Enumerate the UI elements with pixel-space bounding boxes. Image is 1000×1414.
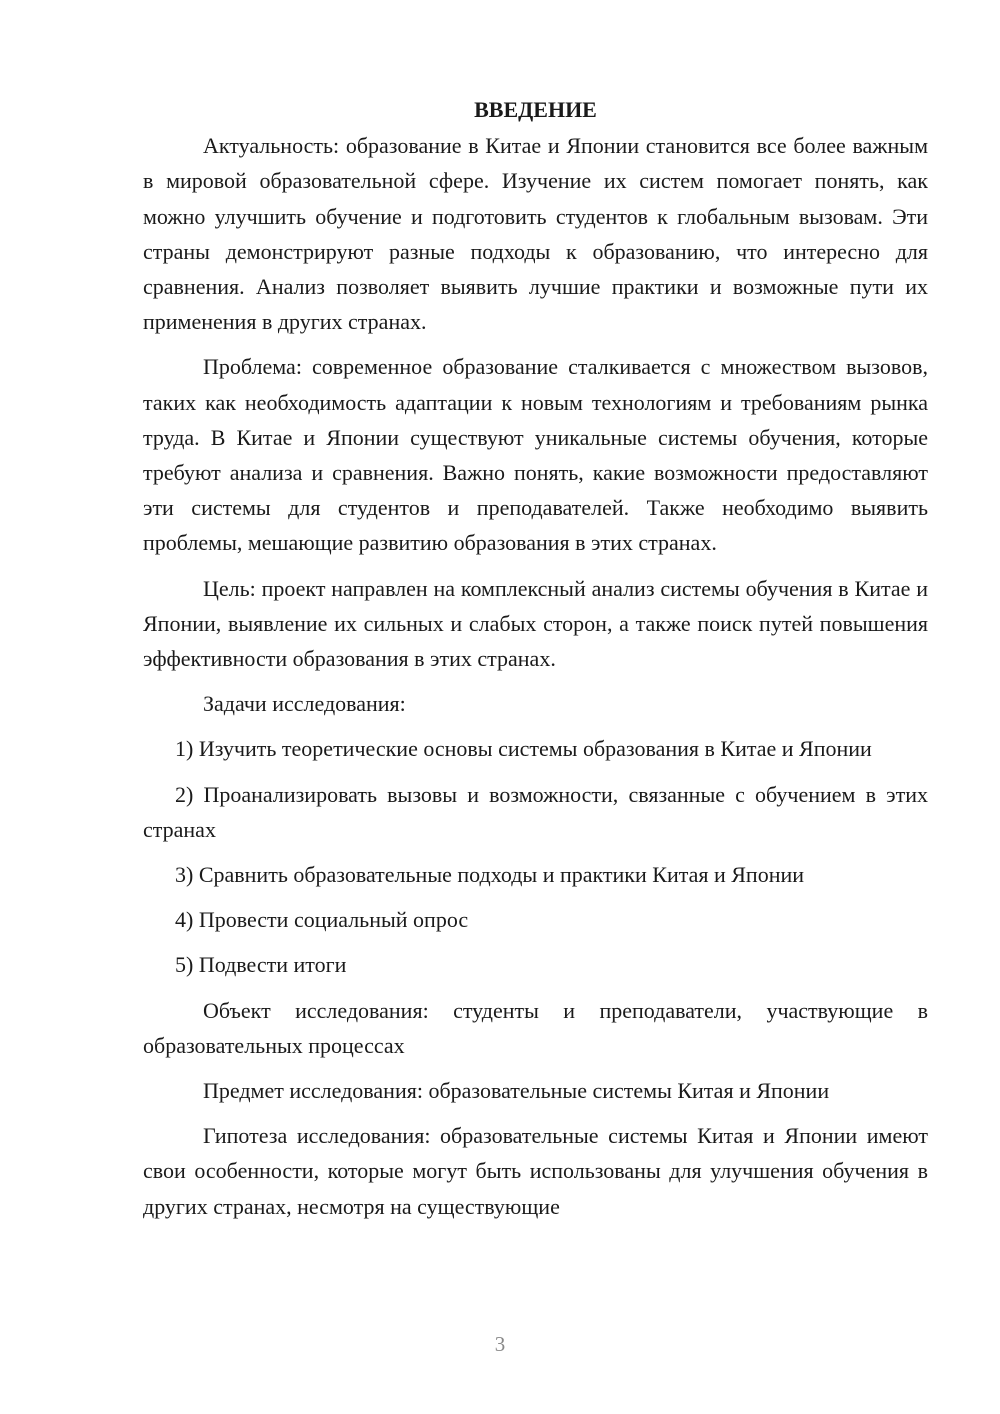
paragraph-relevance: Актуальность: образование в Китае и Японии становится все более важным в мировой образовательной сфере. Изучение их систем помогает понять, как можно улучшить обучение и подготовить студентов к глобальным вызовам. Эти страны демонстрируют разные подходы к образованию, что интересно для сравнения. Анализ позволяет выявить лучшие практики и возможные пути их применения в других странах. [143, 133, 928, 335]
paragraph-hypothesis: Гипотеза исследования: образовательные системы Китая и Японии имеют свои особенности, которые могут быть использованы для улучшения обучения в других странах, несмотря на существующие [143, 1123, 928, 1219]
list-item: 4) Провести социальный опрос [175, 907, 469, 933]
list-item: 1) Изучить теоретические основы системы образования в Китае и Японии [175, 736, 872, 762]
page-number: 3 [494, 1332, 506, 1356]
list-item: 5) Подвести итоги [175, 952, 347, 978]
list-item: 3) Сравнить образовательные подходы и практики Китая и Японии [175, 862, 805, 888]
paragraph-problem: Проблема: современное образование сталкивается с множеством вызовов, таких как необходимость адаптации к новым технологиям и требованиям рынка труда. В Китае и Японии существуют уникальные системы обучения, которые требуют анализа и сравнения. Важно понять, какие возможности предоставляют эти системы для студентов и преподавателей. Также необходимо выявить проблемы, мешающие развитию образования в этих странах. [143, 354, 928, 556]
list-item: 2) Проанализировать вызовы и возможности, связанные с обучением в этих странах [143, 781, 928, 842]
paragraph-object: Объект исследования: студенты и преподаватели, участвующие в образовательных процессах [143, 997, 928, 1058]
tasks-list [143, 731, 928, 982]
tasks-heading: Задачи исследования: [203, 691, 406, 717]
paragraph-subject: Предмет исследования: образовательные системы Китая и Японии [203, 1078, 830, 1104]
section-title: ВВЕДЕНИЕ [474, 97, 597, 122]
page-content [143, 92, 928, 1224]
paragraph-goal: Цель: проект направлен на комплексный анализ системы обучения в Китае и Японии, выявление их сильных и слабых сторон, а также поиск путей повышения эффективности образования в этих странах. [143, 575, 928, 672]
